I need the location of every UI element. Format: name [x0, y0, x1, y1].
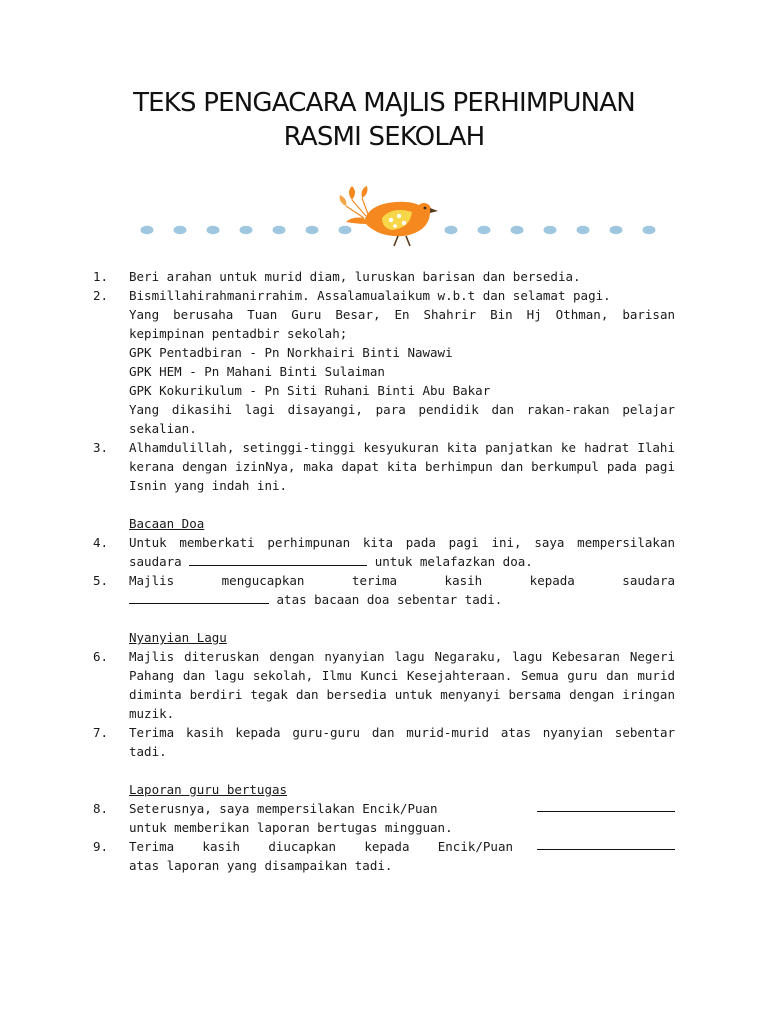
item-number: 7.: [93, 725, 109, 740]
item-number: 6.: [93, 649, 109, 664]
list-item-4: [93, 533, 675, 571]
audience-line: Yang dikasihi lagi disayangi, para pendidik dan rakan-rakan pelajar sekalian.: [129, 402, 675, 436]
item-number: 3.: [93, 440, 109, 455]
item-text: Alhamdulillah, setinggi-tinggi kesyukuran kita panjatkan ke hadrat Ilahi kerana dengan izinNya, maka dapat kita berhimpun dan berkumpul pada pagi Isnin yang indah ini.: [129, 440, 675, 493]
item-text: Seterusnya, saya mempersilakan Encik/Puan: [129, 801, 438, 816]
item-number: 5.: [93, 573, 109, 588]
section-heading-doa: Bacaan Doa: [129, 516, 205, 531]
agenda-list: [93, 267, 675, 875]
item-text: Majlis diteruskan dengan nyanyian lagu Negaraku, lagu Kebesaran Negeri Pahang dan lagu sekolah, Ilmu Kunci Kesejahteraan. Semua guru dan murid diminta berdiri tegak dan bersedia untuk menyanyi bersama dengan iringan muzik.: [129, 649, 675, 721]
item-text: atas laporan yang disampaikan tadi.: [129, 858, 393, 873]
bird-icon: [340, 186, 438, 246]
item-text: Terima kasih diucapkan kepada Encik/Puan: [129, 839, 513, 854]
section-heading-lagu: Nyanyian Lagu: [129, 630, 227, 645]
list-item-6: [93, 647, 675, 723]
list-item-2: [93, 286, 675, 438]
item-text: atas bacaan doa sebentar tadi.: [276, 592, 503, 607]
item-text: untuk melafazkan doa.: [374, 554, 533, 569]
document-title: [0, 86, 768, 154]
item-text: Beri arahan untuk murid diam, luruskan barisan dan bersedia.: [129, 269, 581, 284]
item-number: 2.: [93, 288, 109, 303]
list-item-8: [93, 799, 675, 837]
list-item-7: [93, 723, 675, 761]
item-number: 4.: [93, 535, 109, 550]
item-number: 1.: [93, 269, 109, 284]
item-text: untuk memberikan laporan bertugas mingguan.: [129, 820, 453, 835]
list-item-5: [93, 571, 675, 609]
gpk-hem-line: GPK HEM - Pn Mahani Binti Sulaiman: [129, 364, 385, 379]
bird-divider-icon: [0, 178, 768, 248]
list-item-3: [93, 438, 675, 495]
name-blank: [189, 553, 367, 566]
name-blank: [129, 591, 269, 604]
list-item-9: [93, 837, 675, 875]
item-text: Majlis mengucapkan terima kasih kepada saudara: [129, 573, 675, 588]
greeting-line: Bismillahirahmanirrahim. Assalamualaikum w.b.t dan selamat pagi.: [129, 288, 611, 303]
section-heading-laporan: Laporan guru bertugas: [129, 782, 288, 797]
guru-besar-line: Yang berusaha Tuan Guru Besar, En Shahrir Bin Hj Othman, barisan kepimpinan pentadbir sekolah;: [129, 307, 675, 341]
title-line-1: TEKS PENGACARA MAJLIS PERHIMPUNAN: [133, 88, 635, 118]
item-number: 8.: [93, 801, 109, 816]
gpk-pentadbiran-line: GPK Pentadbiran - Pn Norkhairi Binti Nawawi: [129, 345, 453, 360]
name-blank: [537, 799, 675, 812]
item-text: Untuk memberkati perhimpunan kita pada pagi ini, saya mempersilakan saudara: [129, 535, 675, 569]
item-text: Terima kasih kepada guru-guru dan murid-murid atas nyanyian sebentar tadi.: [129, 725, 675, 759]
gpk-kokurikulum-line: GPK Kokurikulum - Pn Siti Ruhani Binti Abu Bakar: [129, 383, 491, 398]
list-item-1: [93, 267, 675, 286]
item-number: 9.: [93, 839, 109, 854]
name-blank: [537, 837, 675, 850]
title-line-2: RASMI SEKOLAH: [283, 122, 485, 152]
